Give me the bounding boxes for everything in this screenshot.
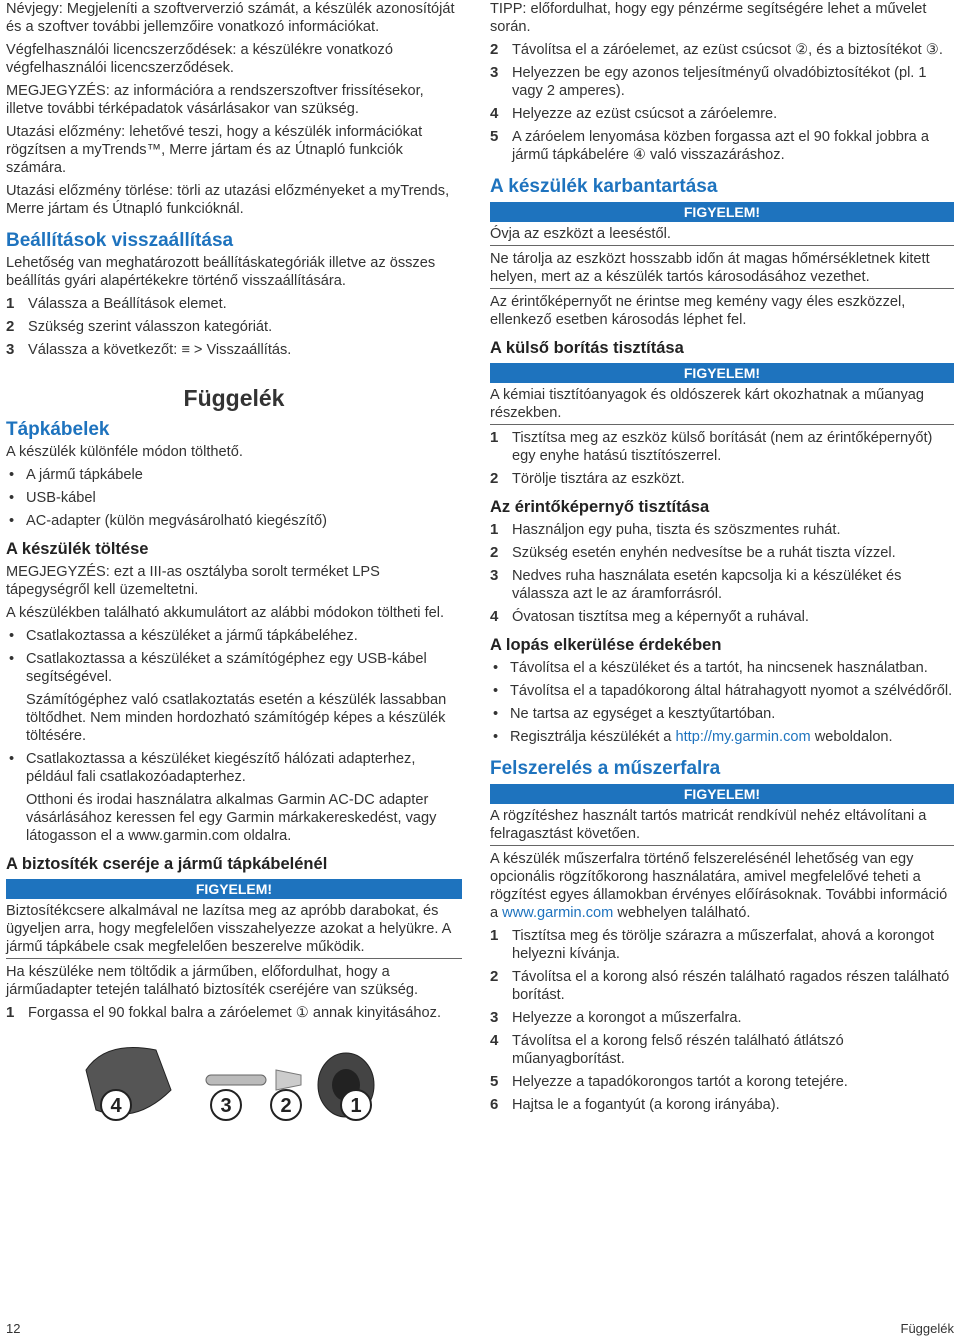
svg-text:4: 4 <box>110 1095 122 1117</box>
fuse-warning: Biztosítékcsere alkalmával ne lazítsa meg az apróbb darabokat, és ügyeljen arra, hogy megfelelően visszahelyezze azokat a helyükre. A jármű tápkábele csak megfelelően beszerelve működik. <box>6 902 462 959</box>
charging-list <box>6 627 462 686</box>
screen-cleaning-heading: Az érintőképernyő tisztítása <box>490 498 710 516</box>
case-step: 1 Tisztítsa meg az eszköz külső borítását (nem az érintőképernyőt) egy enyhe hatású tisztítószerrel. <box>490 429 933 464</box>
dash-step: 1 Tisztítsa meg és törölje szárazra a műszerfalat, ahová a korongot helyezni kívánja. <box>490 927 935 962</box>
note-paragraph: MEGJEGYZÉS: az információra a rendszerszoftver frissítésekor, illetve további térképadatok vásárlásakor van szükség. <box>6 83 424 117</box>
screen-step: 4 Óvatosan tisztítsa meg a képernyőt a ruhával. <box>490 608 809 625</box>
list-item: • USB-kábel <box>6 489 462 507</box>
page-footer <box>6 1320 954 1338</box>
fuse-parts-image <box>76 1030 396 1140</box>
dash-step: 5 Helyezze a tapadókorongos tartót a korong tetejére. <box>490 1073 848 1090</box>
power-cables-heading: Tápkábelek <box>6 419 110 440</box>
screen-step: 1 Használjon egy puha, tiszta és szöszmentes ruhát. <box>490 521 841 538</box>
fuse-illustration <box>76 1030 396 1140</box>
care-item: Óvja az eszközt a leeséstől. <box>490 225 954 246</box>
dash-step: 4 Távolítsa el a korong felső részén található átlátszó műanyagborítást. <box>490 1032 844 1067</box>
dashboard-mount-heading: Felszerelés a műszerfalra <box>490 758 721 779</box>
clear-history-paragraph: Utazási előzmény törlése: törli az utazási előzményeket a myTrends, Merre jártam és Útnapló funkcióknál. <box>6 183 450 217</box>
theft-heading: A lopás elkerülése érdekében <box>490 636 722 654</box>
fuse-step: 4 Helyezze az ezüst csúcsot a záróelemre. <box>490 105 778 122</box>
list-item: • AC-adapter (külön megvásárolható kiegészítő) <box>6 512 462 530</box>
silver-tip-shape <box>276 1070 301 1090</box>
eula-paragraph: Végfelhasználói licencszerződések: a készülékre vonatkozó végfelhasználói licencszerződések. <box>6 42 393 76</box>
list-item: • Csatlakoztassa a készüléket a számítógéphez egy USB-kábel segítségével. <box>6 650 462 686</box>
charging-heading: A készülék töltése <box>6 540 149 558</box>
case-step: 2 Törölje tisztára az eszközt. <box>490 470 685 487</box>
power-intro: A készülék különféle módon tölthető. <box>6 444 243 460</box>
svg-text:3: 3 <box>220 1095 232 1117</box>
charging-sub-note: Otthoni és irodai használatra alkalmas Garmin AC-DC adapter vásárlásához keressen fel egy Garmin márkakereskedést, vagy látogasson el a www.garmin.com oldalra. <box>26 792 437 844</box>
svg-text:1: 1 <box>350 1095 362 1117</box>
outer-case-heading: A külső borítás tisztítása <box>490 339 684 357</box>
about-paragraph: Névjegy: Megjeleníti a szoftververzió számát, a készülék azonosítóját és a szoftver további jellemzőire vonatkozó információkat. <box>6 1 455 35</box>
fuse-heading: A biztosíték cseréje a jármű tápkábelénél <box>6 855 328 873</box>
screen-step: 3 Nedves ruha használata esetén kapcsolja ki a készüléket és válassza azt le az áramforrásról. <box>490 567 902 602</box>
dash-step: 6 Hajtsa le a fogantyút (a korong irányába). <box>490 1096 780 1113</box>
charging-intro: A készülékben található akkumulátort az alábbi módokon töltheti fel. <box>6 605 445 621</box>
care-item: Ne tárolja az eszközt hosszabb időn át magas hőmérsékletnek kitett helyen, mert az a készülék tartós károsodásához vezethet. <box>490 250 954 289</box>
tip-paragraph: TIPP: előfordulhat, hogy egy pénzérme segítségére lehet a művelet során. <box>490 1 927 35</box>
list-item: • Csatlakoztassa a készüléket a jármű tápkábeléhez. <box>6 627 462 645</box>
charging-note: MEGJEGYZÉS: ezt a III-as osztályba sorolt terméket LPS tápegységről kell üzemeltetni. <box>6 564 380 598</box>
list-item: • Távolítsa el a tapadókorong által hátrahagyott nyomot a szélvédőről. <box>490 682 954 700</box>
charging-list <box>6 750 462 786</box>
reset-step: 1 Válassza a Beállítások elemet. <box>6 295 227 312</box>
travel-history-paragraph: Utazási előzmény: lehetővé teszi, hogy a készülék információkat rögzítsen a myTrends™, Merre jártam és az Útnapló funkciók számára. <box>6 124 423 176</box>
garmin-website-link[interactable]: www.garmin.com <box>502 905 614 921</box>
reset-step: 3 Válassza a következőt: ≡ > Visszaállítás. <box>6 341 292 358</box>
list-item: • A jármű tápkábele <box>6 466 462 484</box>
list-item: • Regisztrálja készülékét a http://my.garmin.com weboldalon. <box>490 728 954 746</box>
care-item: Az érintőképernyőt ne érintse meg kemény vagy éles eszközzel, ellenkező esetben károsodás léphet fel. <box>490 294 906 328</box>
fuse-shape <box>206 1075 266 1085</box>
fuse-step: 5 A záróelem lenyomása közben forgassa azt el 90 fokkal jobbra a jármű tápkábelére ④ való visszazáráshoz. <box>490 128 929 163</box>
reset-step: 2 Szükség szerint válasszon kategóriát. <box>6 318 273 335</box>
reset-intro: Lehetőség van meghatározott beállításkategóriák illetve az összes beállítás gyári alapértékekre történő visszaállítására. <box>6 255 436 289</box>
footer-section: Függelék <box>900 1321 954 1336</box>
device-care-heading: A készülék karbantartása <box>490 176 718 197</box>
case-warning: A kémiai tisztítóanyagok és oldószerek kárt okozhatnak a műanyag részekben. <box>490 386 954 425</box>
dash-warning: A rögzítéshez használt tartós matricát rendkívül nehéz eltávolítani a felragasztást követően. <box>490 807 954 846</box>
right-column <box>490 0 954 1119</box>
charging-sub-note: Számítógéphez való csatlakoztatás esetén a készülék lassabban töltődhet. Nem minden hordozható számítógép képes a készülék töltésére. <box>26 692 447 744</box>
theft-list <box>490 659 954 746</box>
list-item: • Ne tartsa az egységet a kesztyűtartóban. <box>490 705 954 723</box>
warning-label: FIGYELEM! <box>6 879 462 899</box>
screen-step: 2 Szükség esetén enyhén nedvesítse be a ruhát tiszta vízzel. <box>490 544 896 561</box>
fuse-step: 2 Távolítsa el a záróelemet, az ezüst csúcsot ②, és a biztosítékot ③. <box>490 41 943 58</box>
appendix-title: Függelék <box>183 385 285 411</box>
dash-intro: A készülék műszerfalra történő felszerelésénél lehetőség van egy opcionális rögzítőkorong használatára, amivel megfelelővé teheti a rögzítést egyes államokban érvényes előírásoknak. További információ a www.garmin.com webhelyen található. <box>490 851 948 921</box>
fuse-step: 3 Helyezzen be egy azonos teljesítményű olvadóbiztosítékot (pl. 1 vagy 2 amperes). <box>490 64 927 99</box>
dash-step: 2 Távolítsa el a korong alsó részén található ragados részen található borítást. <box>490 968 950 1003</box>
list-item: • Csatlakoztassa a készüléket kiegészítő hálózati adapterhez, például fali csatlakozóadapterhez. <box>6 750 462 786</box>
warning-label: FIGYELEM! <box>490 363 954 383</box>
svg-text:2: 2 <box>280 1095 292 1117</box>
fuse-intro: Ha készüléke nem töltődik a járműben, előfordulhat, hogy a járműadapter tetején található biztosíték cseréjére van szükség. <box>6 964 419 998</box>
reset-settings-heading: Beállítások visszaállítása <box>6 230 234 251</box>
power-list <box>6 466 462 530</box>
left-column <box>6 0 462 1140</box>
garmin-register-link[interactable]: http://my.garmin.com <box>675 729 811 745</box>
warning-label: FIGYELEM! <box>490 202 954 222</box>
page-number: 12 <box>6 1321 21 1336</box>
dash-step: 3 Helyezze a korongot a műszerfalra. <box>490 1009 742 1026</box>
list-item: • Távolítsa el a készüléket és a tartót, ha nincsenek használatban. <box>490 659 954 677</box>
warning-label: FIGYELEM! <box>490 784 954 804</box>
fuse-step: 1 Forgassa el 90 fokkal balra a záróelemet ① annak kinyitásához. <box>6 1004 442 1021</box>
